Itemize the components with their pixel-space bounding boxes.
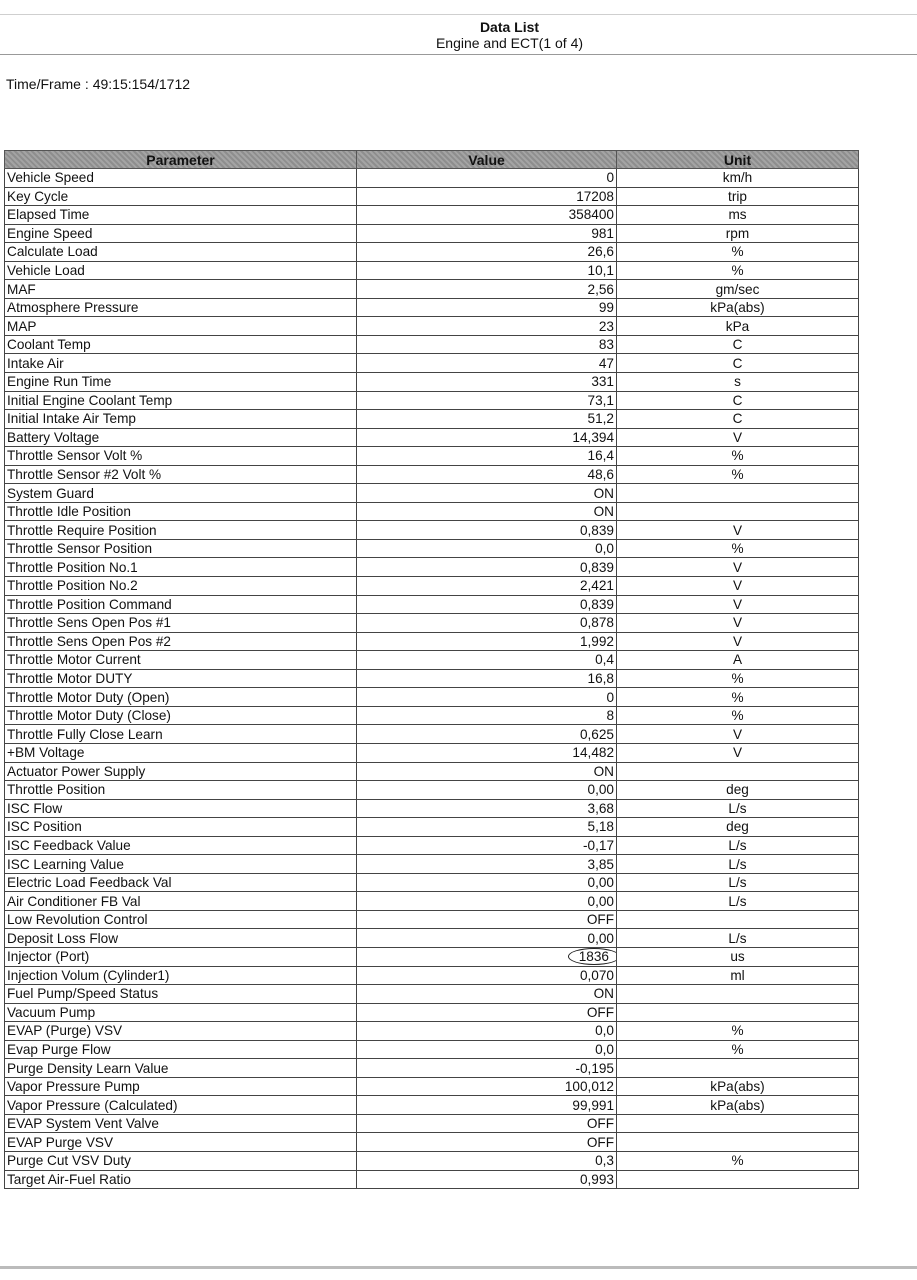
table-row [5,428,859,447]
parameter-cell: ISC Flow [5,799,357,818]
unit-cell [617,502,859,521]
unit-cell: A [617,651,859,670]
parameter-cell: Purge Density Learn Value [5,1059,357,1078]
value-cell: 14,482 [357,743,617,762]
parameter-cell: Throttle Position Command [5,595,357,614]
parameter-cell: Initial Engine Coolant Temp [5,391,357,410]
table-row [5,558,859,577]
table-row [5,391,859,410]
unit-cell [617,985,859,1004]
parameter-cell: Vapor Pressure Pump [5,1077,357,1096]
value-cell: ON [357,985,617,1004]
unit-cell: V [617,725,859,744]
unit-cell: % [617,669,859,688]
table-row [5,1133,859,1152]
value-cell: 3,85 [357,855,617,874]
table-row [5,317,859,336]
value-cell: 0,625 [357,725,617,744]
parameter-cell: Throttle Motor Current [5,651,357,670]
value-cell [357,947,617,966]
value-cell: -0,17 [357,836,617,855]
unit-cell: L/s [617,892,859,911]
table-row [5,632,859,651]
table-row [5,539,859,558]
unit-cell [617,1133,859,1152]
unit-cell: us [617,947,859,966]
value-cell: 0,00 [357,873,617,892]
parameter-cell: Deposit Loss Flow [5,929,357,948]
table-row [5,873,859,892]
value-cell: 981 [357,224,617,243]
value-cell: 2,421 [357,577,617,596]
parameter-cell: System Guard [5,484,357,503]
table-row [5,465,859,484]
table-row [5,187,859,206]
unit-cell: ms [617,206,859,225]
value-cell: 0,0 [357,1022,617,1041]
table-row [5,577,859,596]
parameter-cell: Battery Voltage [5,428,357,447]
value-cell: 0,4 [357,651,617,670]
table-row [5,1040,859,1059]
parameter-cell: Injector (Port) [5,947,357,966]
value-cell: 16,4 [357,447,617,466]
table-row [5,1003,859,1022]
value-cell: 99 [357,298,617,317]
table-row [5,484,859,503]
parameter-cell: EVAP Purge VSV [5,1133,357,1152]
value-cell: OFF [357,1114,617,1133]
parameter-cell: Fuel Pump/Speed Status [5,985,357,1004]
value-cell: 5,18 [357,818,617,837]
table-row [5,1077,859,1096]
unit-cell [617,910,859,929]
table-row [5,910,859,929]
table-row [5,1059,859,1078]
value-cell: 3,68 [357,799,617,818]
unit-cell: s [617,373,859,392]
table-row [5,280,859,299]
unit-cell: deg [617,818,859,837]
time-frame-label: Time/Frame : [6,76,89,92]
unit-cell: L/s [617,873,859,892]
value-cell: 73,1 [357,391,617,410]
table-row [5,669,859,688]
parameter-cell: Engine Run Time [5,373,357,392]
parameter-cell: EVAP System Vent Valve [5,1114,357,1133]
value-cell: 0,070 [357,966,617,985]
header [0,19,917,51]
parameter-cell: Vehicle Load [5,261,357,280]
parameter-cell: Vacuum Pump [5,1003,357,1022]
unit-cell: kPa [617,317,859,336]
value-cell: 16,8 [357,669,617,688]
data-list-table [4,150,859,1189]
unit-cell: gm/sec [617,280,859,299]
unit-cell: V [617,595,859,614]
unit-cell: % [617,1022,859,1041]
unit-cell: V [617,614,859,633]
value-cell: 2,56 [357,280,617,299]
column-header-unit: Unit [617,151,859,169]
unit-cell: % [617,539,859,558]
table-row [5,595,859,614]
unit-cell: % [617,243,859,262]
table-row [5,410,859,429]
table-row [5,892,859,911]
value-cell: 0 [357,169,617,188]
table-row [5,947,859,966]
value-cell: 14,394 [357,428,617,447]
table-row [5,224,859,243]
table-row [5,261,859,280]
parameter-cell: Elapsed Time [5,206,357,225]
parameter-cell: Electric Load Feedback Val [5,873,357,892]
value-cell: ON [357,502,617,521]
unit-cell: kPa(abs) [617,298,859,317]
unit-cell: C [617,335,859,354]
value-cell: -0,195 [357,1059,617,1078]
parameter-cell: MAF [5,280,357,299]
table-row [5,614,859,633]
parameter-cell: Throttle Idle Position [5,502,357,521]
unit-cell: trip [617,187,859,206]
parameter-cell: Purge Cut VSV Duty [5,1151,357,1170]
value-cell: 0,0 [357,1040,617,1059]
table-row [5,1022,859,1041]
unit-cell: V [617,632,859,651]
value-cell: 358400 [357,206,617,225]
value-cell: ON [357,762,617,781]
unit-cell: V [617,558,859,577]
value-cell: 0,3 [357,1151,617,1170]
value-cell: 0,0 [357,539,617,558]
page-subtitle: Engine and ECT(1 of 4) [435,35,584,51]
parameter-cell: Injection Volum (Cylinder1) [5,966,357,985]
unit-cell [617,1059,859,1078]
parameter-cell: Low Revolution Control [5,910,357,929]
value-cell: 23 [357,317,617,336]
value-cell: 0,839 [357,558,617,577]
parameter-cell: Initial Intake Air Temp [5,410,357,429]
table-row [5,1151,859,1170]
parameter-cell: Intake Air [5,354,357,373]
table-row [5,818,859,837]
unit-cell: C [617,410,859,429]
value-cell: 0,00 [357,929,617,948]
parameter-cell: Throttle Require Position [5,521,357,540]
table-row [5,502,859,521]
table-row [5,243,859,262]
value-cell: 10,1 [357,261,617,280]
value-cell: 0,839 [357,521,617,540]
unit-cell [617,1170,859,1189]
table-row [5,781,859,800]
value-cell: 100,012 [357,1077,617,1096]
time-frame [6,76,190,92]
parameter-cell: Key Cycle [5,187,357,206]
value-cell: 1,992 [357,632,617,651]
parameter-cell: Evap Purge Flow [5,1040,357,1059]
time-frame-value: 49:15:154/1712 [92,76,191,92]
unit-cell [617,1003,859,1022]
table-row [5,725,859,744]
parameter-cell: Throttle Sensor #2 Volt % [5,465,357,484]
title-rule [0,54,917,55]
value-cell: 0 [357,688,617,707]
table-row [5,836,859,855]
unit-cell: % [617,706,859,725]
unit-cell: % [617,1040,859,1059]
value-cell: ON [357,484,617,503]
table-row [5,688,859,707]
table-row [5,1114,859,1133]
value-cell: 8 [357,706,617,725]
table-row [5,447,859,466]
unit-cell: V [617,521,859,540]
parameter-cell: Air Conditioner FB Val [5,892,357,911]
value-cell: OFF [357,1003,617,1022]
table-row [5,335,859,354]
parameter-cell: MAP [5,317,357,336]
unit-cell: % [617,447,859,466]
table-row [5,762,859,781]
table-row [5,743,859,762]
value-cell: OFF [357,910,617,929]
parameter-cell: Throttle Sens Open Pos #1 [5,614,357,633]
parameter-cell: Engine Speed [5,224,357,243]
page-title: Data List [479,19,540,35]
table-row [5,1170,859,1189]
parameter-cell: Target Air-Fuel Ratio [5,1170,357,1189]
value-cell: 17208 [357,187,617,206]
parameter-cell: ISC Position [5,818,357,837]
parameter-cell: Throttle Sens Open Pos #2 [5,632,357,651]
parameter-cell: Throttle Position No.2 [5,577,357,596]
unit-cell [617,762,859,781]
parameter-cell: Throttle Sensor Position [5,539,357,558]
parameter-cell: Actuator Power Supply [5,762,357,781]
unit-cell: C [617,391,859,410]
value-cell: 0,993 [357,1170,617,1189]
table-body [5,169,859,1189]
value-cell: 48,6 [357,465,617,484]
parameter-cell: Coolant Temp [5,335,357,354]
parameter-cell: Vapor Pressure (Calculated) [5,1096,357,1115]
parameter-cell: Throttle Motor Duty (Open) [5,688,357,707]
column-header-value: Value [357,151,617,169]
column-header-parameter: Parameter [5,151,357,169]
table-row [5,206,859,225]
table-row [5,706,859,725]
table-row [5,855,859,874]
unit-cell: L/s [617,799,859,818]
unit-cell: ml [617,966,859,985]
unit-cell: % [617,261,859,280]
unit-cell: L/s [617,836,859,855]
value-cell: 47 [357,354,617,373]
parameter-cell: Throttle Position No.1 [5,558,357,577]
unit-cell [617,484,859,503]
table-row [5,521,859,540]
unit-cell: % [617,688,859,707]
table-row [5,966,859,985]
value-cell: 51,2 [357,410,617,429]
parameter-cell: Throttle Sensor Volt % [5,447,357,466]
parameter-cell: Atmosphere Pressure [5,298,357,317]
unit-cell [617,1114,859,1133]
parameter-cell: EVAP (Purge) VSV [5,1022,357,1041]
unit-cell: V [617,428,859,447]
unit-cell: deg [617,781,859,800]
value-cell: 26,6 [357,243,617,262]
table-row [5,169,859,188]
table-row [5,985,859,1004]
unit-cell: km/h [617,169,859,188]
unit-cell: L/s [617,929,859,948]
unit-cell: V [617,577,859,596]
table-row [5,354,859,373]
value-cell: 0,00 [357,892,617,911]
value-cell: 99,991 [357,1096,617,1115]
parameter-cell: Calculate Load [5,243,357,262]
unit-cell: V [617,743,859,762]
parameter-cell: +BM Voltage [5,743,357,762]
value-cell: 331 [357,373,617,392]
value-cell: 83 [357,335,617,354]
parameter-cell: Throttle Motor DUTY [5,669,357,688]
table-row [5,298,859,317]
parameter-cell: Throttle Position [5,781,357,800]
value-cell: 0,00 [357,781,617,800]
table-row [5,929,859,948]
table-header-row [5,151,859,169]
unit-cell: kPa(abs) [617,1077,859,1096]
parameter-cell: Throttle Fully Close Learn [5,725,357,744]
unit-cell: % [617,465,859,484]
table-row [5,373,859,392]
top-rule [0,14,917,15]
parameter-cell: ISC Learning Value [5,855,357,874]
table-row [5,651,859,670]
value-cell: OFF [357,1133,617,1152]
table-row [5,1096,859,1115]
value-cell: 0,839 [357,595,617,614]
unit-cell: L/s [617,855,859,874]
unit-cell: rpm [617,224,859,243]
unit-cell: C [617,354,859,373]
parameter-cell: ISC Feedback Value [5,836,357,855]
parameter-cell: Vehicle Speed [5,169,357,188]
parameter-cell: Throttle Motor Duty (Close) [5,706,357,725]
bottom-rule [0,1266,917,1269]
table-row [5,799,859,818]
unit-cell: % [617,1151,859,1170]
value-cell: 0,878 [357,614,617,633]
unit-cell: kPa(abs) [617,1096,859,1115]
circled-value: 1836 [568,948,617,965]
